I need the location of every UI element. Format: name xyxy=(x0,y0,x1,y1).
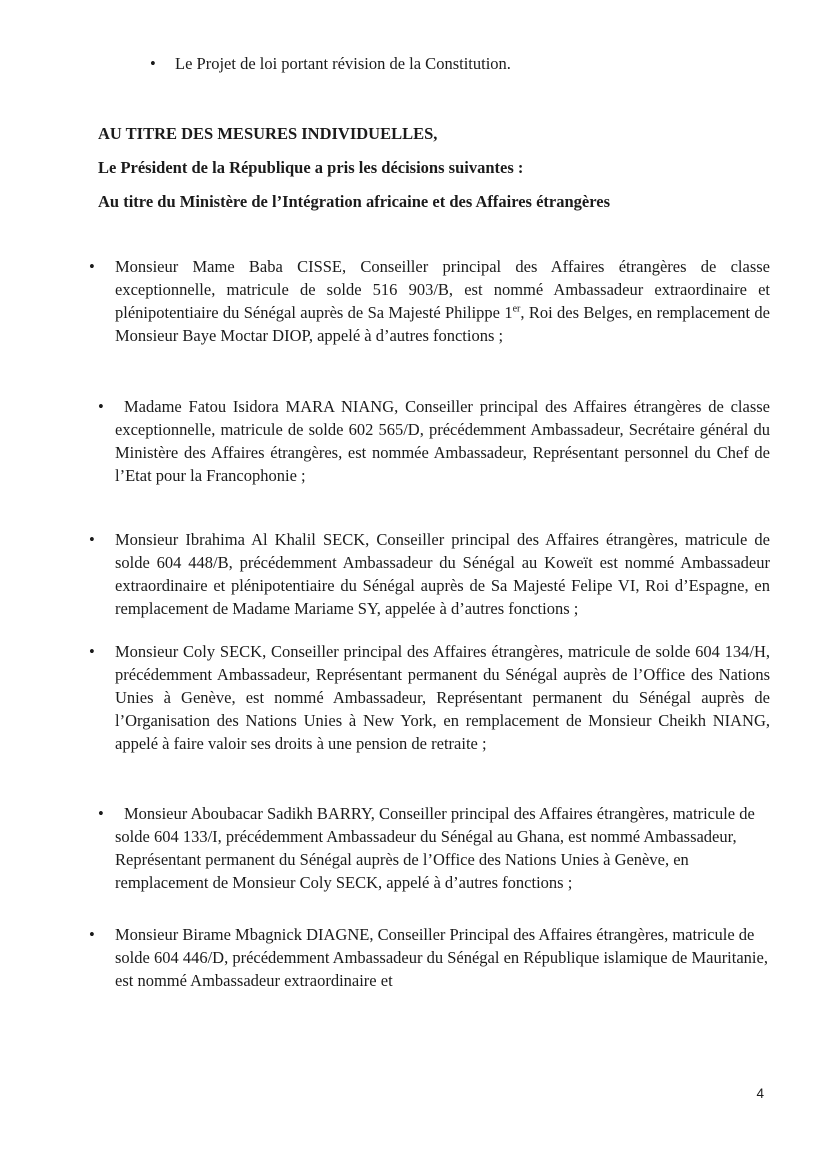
ordinal-superscript: er xyxy=(512,303,521,315)
heading-ministere-integration: Au titre du Ministère de l’Intégration africaine et des Affaires étrangères xyxy=(98,192,611,211)
page-number: 4 xyxy=(756,1086,764,1101)
intro-bullet-item: • Le Projet de loi portant révision de la Constitution. xyxy=(148,52,770,75)
appointment-item-coly-seck: • Monsieur Coly SECK, Conseiller principal des Affaires étrangères, matricule de solde 604 134/H, précédemment Ambassadeur, Représentant permanent du Sénégal auprès de l’Office des Nations Unies à Genève, est nommé Ambassadeur, Représentant permanent du Sénégal auprès de l’Organisation des Nations Unies à New York, en remplacement de Monsieur Cheikh NIANG, appelé à faire valoir ses droits à une pension de retraite ; xyxy=(115,640,770,755)
headings-section xyxy=(98,122,770,213)
heading-mesures-individuelles: AU TITRE DES MESURES INDIVIDUELLES, xyxy=(98,124,438,143)
appointment-item-ibrahima-seck: • Monsieur Ibrahima Al Khalil SECK, Conseiller principal des Affaires étrangères, matricule de solde 604 448/B, précédemment Ambassadeur du Sénégal au Koweït est nommé Ambassadeur extraordinaire et plénipotentiaire du Sénégal auprès de Sa Majesté Felipe VI, Roi d’Espagne, en remplacement de Madame Mariame SY, appelée à d’autres fonctions ; xyxy=(115,528,770,620)
appointment-text: Monsieur Mame Baba CISSE, Conseiller principal des Affaires étrangères de classe exceptionnelle, matricule de solde 516 903/B, est nommé Ambassadeur extraordinaire et plénipotentiaire du Sénégal auprès de Sa Majesté Philippe 1 xyxy=(115,257,770,322)
intro-bullet-list xyxy=(148,52,770,75)
heading-decisions-president: Le Président de la République a pris les décisions suivantes : xyxy=(98,158,524,177)
appointment-item-mara-niang: • Madame Fatou Isidora MARA NIANG, Conseiller principal des Affaires étrangères de classe exceptionnelle, matricule de solde 602 565/D, précédemment Ambassadeur, Secrétaire général du Ministère des Affaires étrangères, est nommée Ambassadeur, Représentant personnel du Chef de l’Etat pour la Francophonie ; xyxy=(115,395,770,487)
appointment-item-diagne: • Monsieur Birame Mbagnick DIAGNE, Conseiller Principal des Affaires étrangères, matricule de solde 604 446/D, précédemment Ambassadeur du Sénégal en République islamique de Mauritanie, est nommé Ambassadeur extraordinaire et xyxy=(115,923,770,992)
appointment-item-barry: • Monsieur Aboubacar Sadikh BARRY, Conseiller principal des Affaires étrangères, matricule de solde 604 133/I, précédemment Ambassadeur du Sénégal au Ghana, est nommé Ambassadeur, Représentant permanent du Sénégal auprès de l’Office des Nations Unies à Genève, en remplacement de Monsieur Coly SECK, appelé à d’autres fonctions ; xyxy=(115,802,770,894)
appointments-list xyxy=(115,255,770,992)
appointment-text: , Roi des Belges, en remplacement de Monsieur Baye Moctar DIOP, appelé à d’autres fonctions ; xyxy=(115,303,770,345)
appointment-item-cisse xyxy=(115,255,770,347)
